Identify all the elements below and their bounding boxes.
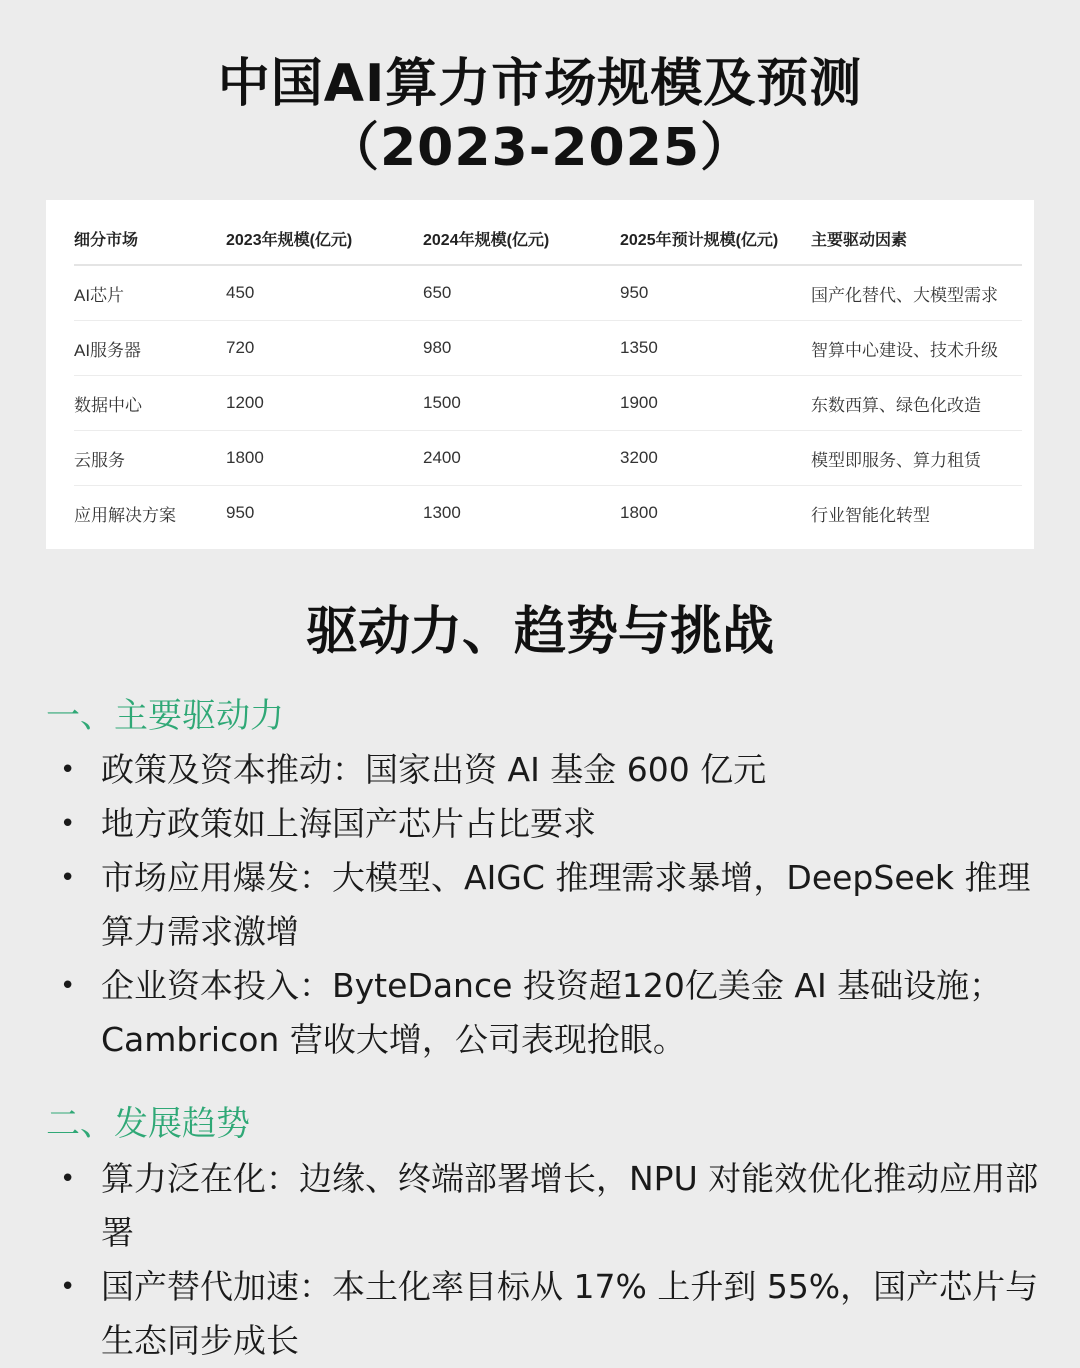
table-cell-2024: 980 [423,321,620,376]
market-table-card [46,200,1034,549]
table-cell-2023: 450 [226,265,423,321]
page-title-line-2: （2023-2025） [326,118,754,178]
table-header-row [74,212,1022,265]
page-title-line-1: 中国AI算力市场规模及预测 [217,54,863,114]
list-item [0,743,1080,797]
table-cell-drivers: 模型即服务、算力租赁 [811,431,1022,486]
list-item [0,1260,1080,1368]
list-item-text: 政策及资本推动：国家出资 AI 基金 600 亿元 [101,750,767,789]
table-row [74,265,1022,321]
table-cell-2023: 1200 [226,376,423,431]
bullet-dot-icon: • [60,1272,76,1302]
table-cell-2024: 1300 [423,503,461,522]
table-cell-2025: 1900 [620,376,811,431]
column-header-segment: 细分市场 [74,212,226,265]
list-item [0,797,1080,851]
bullet-dot-icon: • [60,755,76,785]
table-cell-2025: 1800 [620,503,658,522]
section-heading: 驱动力、趋势与挑战 [305,602,774,662]
bullet-dot-icon: • [60,971,76,1001]
table-cell-segment: AI芯片 [74,265,226,321]
table-cell-2024: 2400 [423,431,620,486]
market-size-table [74,212,1022,540]
list-item-text: 市场应用爆发：大模型、AIGC 推理需求暴增，DeepSeek 推理算力需求激增 [101,858,1031,951]
column-header-2023: 2023年规模(亿元) [226,212,423,265]
list-item-text: 地方政策如上海国产芯片占比要求 [101,804,596,843]
list-item-text: 算力泛在化：边缘、终端部署增长，NPU 对能效优化推动应用部署 [101,1159,1039,1252]
list-item [0,1152,1080,1260]
table-cell-2024: 1500 [423,376,620,431]
table-cell-drivers: 智算中心建设、技术升级 [811,321,1022,376]
column-header-drivers: 主要驱动因素 [811,212,1022,265]
list-item-text: 企业资本投入：ByteDance 投资超120亿美金 AI 基础设施；Cambricon 营收大增，公司表现抢眼。 [101,966,1003,1059]
table-cell-2023: 950 [226,503,255,522]
table-row [74,376,1022,431]
table-cell-2025: 950 [620,265,811,321]
bullet-dot-icon: • [60,863,76,893]
bullet-dot-icon: • [60,1164,76,1194]
table-cell-segment: 数据中心 [74,376,226,431]
trends-heading: 二、发展趋势 [46,1104,250,1144]
table-row [74,431,1022,486]
table-cell-2025: 3200 [620,431,811,486]
table-cell-drivers: 东数西算、绿色化改造 [811,376,1022,431]
list-item-text: 国产替代加速：本土化率目标从 17% 上升到 55%，国产芯片与生态同步成长 [101,1267,1039,1360]
list-item [0,851,1080,959]
trends-list [0,1152,1080,1368]
table-cell-2023: 1800 [226,431,423,486]
table-row [74,486,1022,541]
table-cell-2024: 650 [423,265,620,321]
table-cell-segment: AI服务器 [74,321,226,376]
drivers-list [0,743,1080,1067]
column-header-2025: 2025年预计规模(亿元) [620,212,811,265]
drivers-heading: 一、主要驱动力 [46,696,284,736]
page-title [0,52,1080,180]
table-cell-2023: 720 [226,321,423,376]
table-cell-2025: 1350 [620,321,811,376]
table-cell-drivers: 行业智能化转型 [811,505,930,525]
column-header-2024: 2024年规模(亿元) [423,212,620,265]
table-row [74,321,1022,376]
table-cell-drivers: 国产化替代、大模型需求 [811,265,1022,321]
table-cell-segment: 应用解决方案 [74,505,176,525]
table-cell-segment: 云服务 [74,431,226,486]
list-item [0,959,1080,1067]
bullet-dot-icon: • [60,809,76,839]
